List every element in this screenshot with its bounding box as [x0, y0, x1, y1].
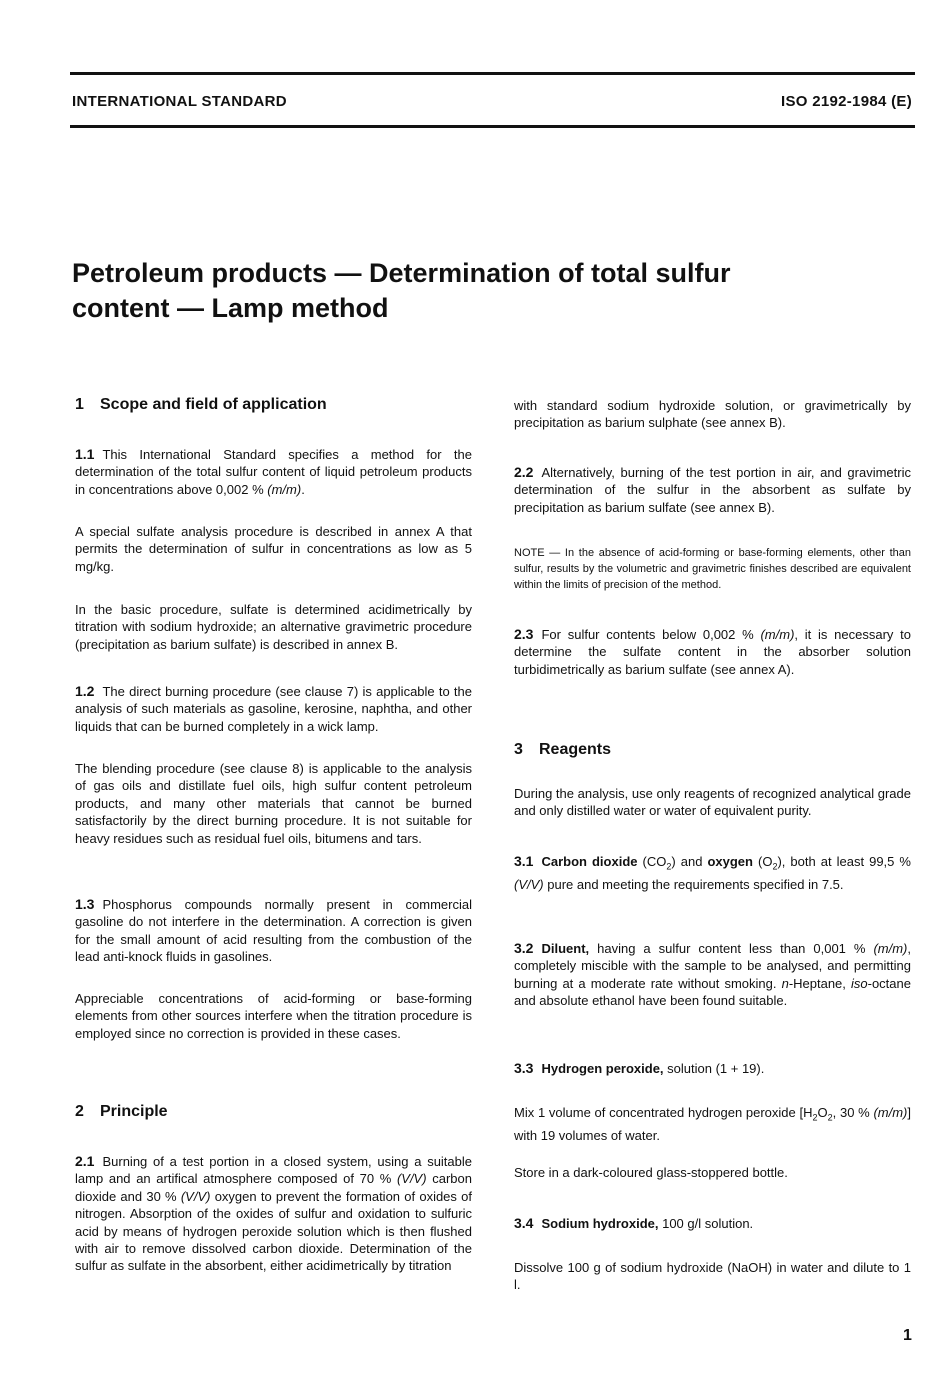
- clause-number: 1.1: [75, 446, 95, 462]
- text-run: 2: [772, 861, 778, 872]
- paragraph: [514, 940, 911, 1010]
- paragraph: [514, 1215, 911, 1232]
- clause-number: 2.3: [514, 626, 534, 642]
- text-run: solution (1 + 19).: [663, 1061, 765, 1076]
- paragraph: [75, 601, 472, 653]
- heading-number: 1: [75, 396, 84, 413]
- text-run: (V/V): [514, 877, 544, 892]
- text-run: NOTE — In the absence of acid-forming or base-forming elements, other than sulfur, results by the volumetric and gravimetric finishes described are equivalent within the limits of precision of the method.: [514, 547, 911, 591]
- paragraph: [514, 1060, 911, 1077]
- text-run: n: [781, 975, 789, 991]
- text-run: 2: [666, 861, 672, 872]
- text-run: iso: [851, 975, 868, 991]
- text-run: , 30 %: [832, 1105, 874, 1120]
- clause-number: 2.1: [75, 1153, 95, 1169]
- clause-number: 3.1: [514, 853, 534, 869]
- section-heading-1: [75, 396, 327, 414]
- paragraph: [75, 446, 472, 498]
- text-run: A special sulfate analysis procedure is described in annex A that permits the determination of sulfur in concentrations as low as 5 mg/kg.: [75, 524, 472, 574]
- text-run: O: [817, 1105, 828, 1120]
- text-run: Burning of a test portion in a closed system, using a suitable lamp and an artifical atmosphere composed of 70 %: [75, 1154, 472, 1187]
- text-run: , completely miscible with the sample to be analysed, and permitting burning at a moderate rate without smoking.: [514, 941, 911, 991]
- text-run: pure and meeting the requirements specified in 7.5.: [543, 877, 844, 892]
- page-title: [72, 256, 872, 326]
- standard-number: ISO 2192-1984 (E): [780, 93, 912, 110]
- document-type: INTERNATIONAL STANDARD: [72, 93, 287, 110]
- heading-text: Principle: [100, 1103, 168, 1120]
- title-line-2: content — Lamp method: [72, 293, 389, 323]
- paragraph: [514, 785, 911, 820]
- text-run: Alternatively, burning of the test portion in air, and gravimetric determination of the sulfur in the absorbent as sulfate by precipitation as barium sulfate (see annex B).: [514, 465, 911, 515]
- text-run: 2: [812, 1112, 818, 1123]
- header-bottom-rule: [70, 125, 915, 128]
- text-run: (V/V): [396, 1171, 427, 1187]
- section-heading-3: [514, 741, 611, 759]
- text-run: The direct burning procedure (see clause 7) is applicable to the analysis of such materials as gasoline, kerosine, naphtha, and other liquids that can be burned completely in a wick lamp.: [75, 684, 472, 734]
- note-paragraph: [514, 545, 911, 593]
- paragraph: [514, 853, 911, 893]
- text-run: (m/m): [760, 627, 795, 642]
- text-run: Hydrogen peroxide,: [541, 1061, 664, 1076]
- text-run: Sodium hydroxide,: [541, 1216, 659, 1231]
- clause-number: 3.2: [514, 940, 534, 956]
- text-run: 2: [827, 1112, 833, 1123]
- text-run: In the basic procedure, sulfate is determined acidimetrically by titration with sodium hydroxide; an alternative gravimetric procedure (precipitation as barium sulfate) is described in annex B.: [75, 602, 472, 652]
- header-top-rule: [70, 72, 915, 75]
- clause-number: 3.3: [514, 1060, 534, 1076]
- text-run: (O: [752, 854, 773, 869]
- paragraph: [514, 1104, 911, 1144]
- text-run: This International Standard specifies a method for the determination of the total sulfur content of liquid petroleum products in concentrations above 0,002 %: [75, 447, 472, 497]
- text-run: , it is necessary to determine the sulfate content in the absorber solution turbidimetrically as barium sulfate (see annex A).: [514, 627, 911, 677]
- text-run: (CO: [637, 854, 667, 869]
- paragraph: [75, 990, 472, 1042]
- paragraph: [514, 464, 911, 516]
- heading-text: Scope and field of application: [100, 396, 327, 413]
- clause-number: 2.2: [514, 464, 534, 480]
- paragraph: [75, 523, 472, 575]
- clause-number: 1.3: [75, 896, 95, 912]
- heading-number: 2: [75, 1103, 84, 1120]
- text-run: Mix 1 volume of concentrated hydrogen peroxide [H: [514, 1105, 813, 1120]
- title-line-1: Petroleum products — Determination of total sulfur: [72, 258, 731, 288]
- text-run: ] with 19 volumes of water.: [514, 1105, 911, 1143]
- text-run: (V/V): [180, 1188, 211, 1204]
- text-run: Dissolve 100 g of sodium hydroxide (NaOH) in water and dilute to 1 l.: [514, 1260, 911, 1293]
- text-run: with standard sodium hydroxide solution, or gravimetrically by precipitation as barium sulphate (see annex B).: [514, 398, 911, 431]
- text-run: 100 g/l solution.: [658, 1216, 754, 1231]
- text-run: Phosphorus compounds normally present in commercial gasoline do not interfere in the determination. A correction is given for the small amount of acid resulting from the combustion of the lead anti-knock fluids in gasolines.: [75, 897, 472, 965]
- text-run: The blending procedure (see clause 8) is applicable to the analysis of gas oils and distillate fuel oils, high sulfur content petroleum products, and many other materials that cannot be burned satisfactorily by the direct burning procedure. It is not suitable for heavy residues such as residual fuel oils, bitumens and tars.: [75, 761, 472, 846]
- text-run: Appreciable concentrations of acid-forming or base-forming elements from other sources interfere when the titration procedure is employed since no correction is provided in these cases.: [75, 991, 472, 1041]
- text-run: having a sulfur content less than 0,001 %: [589, 941, 874, 956]
- paragraph: [514, 626, 911, 678]
- text-run: (m/m): [873, 941, 908, 956]
- text-run: Carbon dioxide: [541, 854, 638, 869]
- paragraph: [75, 760, 472, 847]
- clause-number: 3.4: [514, 1215, 534, 1231]
- section-heading-2: [75, 1103, 168, 1121]
- paragraph: [75, 683, 472, 735]
- heading-text: Reagents: [539, 741, 612, 758]
- text-run: -octane and absolute ethanol have been found suitable.: [514, 975, 911, 1009]
- text-run: oxygen: [707, 854, 753, 869]
- text-run: (m/m): [873, 1105, 908, 1120]
- text-run: carbon dioxide and 30 %: [75, 1171, 472, 1204]
- text-run: -Heptane,: [788, 975, 851, 991]
- page-number: 1: [903, 1327, 912, 1344]
- clause-number: 1.2: [75, 683, 95, 699]
- text-run: During the analysis, use only reagents of recognized analytical grade and only distilled water or water of equivalent purity.: [514, 786, 911, 819]
- text-run: Diluent,: [541, 941, 590, 956]
- paragraph: [75, 1153, 472, 1275]
- paragraph: [514, 397, 911, 432]
- paragraph: [514, 1259, 911, 1294]
- paragraph: [75, 896, 472, 966]
- heading-number: 3: [514, 741, 523, 758]
- text-run: Store in a dark-coloured glass-stoppered bottle.: [514, 1165, 788, 1180]
- text-run: oxygen to prevent the formation of oxides of nitrogen. Absorption of the oxides of sulfur and oxidation to sulfuric acid by means of hydrogen peroxide solution which is then flushed with air to remove dissolved carbon dioxide. Determination of the sulfur as sulfate in the absorbent, either acidimetrically by titration: [75, 1188, 472, 1274]
- text-run: For sulfur contents below 0,002 %: [541, 627, 761, 642]
- text-run: ), both at least 99,5 %: [777, 854, 911, 869]
- text-run: .: [301, 481, 305, 497]
- text-run: ) and: [671, 854, 708, 869]
- text-run: (m/m): [267, 481, 302, 497]
- paragraph: [514, 1164, 911, 1181]
